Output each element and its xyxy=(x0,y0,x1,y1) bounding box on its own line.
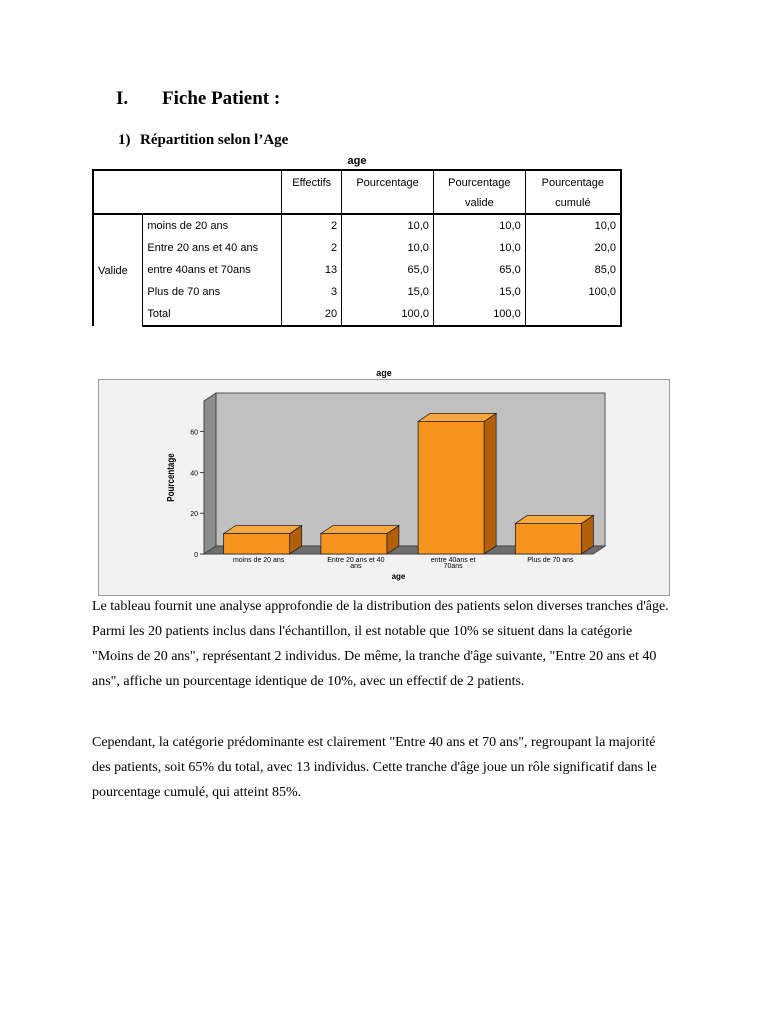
bar xyxy=(515,515,593,554)
bar-top xyxy=(224,526,302,534)
table-row xyxy=(93,259,621,281)
cell-pourcentage: 10,0 xyxy=(342,237,434,259)
chart-title: age xyxy=(376,368,392,378)
header-effectifs: Effectifs xyxy=(282,170,342,214)
table-caption: age xyxy=(347,155,367,167)
cell-effectifs: 2 xyxy=(282,214,342,237)
bar-top xyxy=(418,413,496,421)
bar-side xyxy=(484,413,496,554)
bar-front xyxy=(321,534,387,554)
table-row-total xyxy=(93,303,621,326)
cell-pourcentage: 15,0 xyxy=(342,281,434,303)
cell-effectifs: 20 xyxy=(282,303,342,326)
bar-front xyxy=(224,534,290,554)
row-label: Total xyxy=(143,303,282,326)
header-pourcentage: Pourcentage xyxy=(342,170,434,214)
x-tick-label: 70ans xyxy=(443,563,463,570)
row-label: moins de 20 ans xyxy=(143,214,282,237)
y-tick-label: 20 xyxy=(190,511,198,519)
subsection-title: Répartition selon l’Age xyxy=(140,132,289,148)
row-label: Entre 20 ans et 40 ans xyxy=(143,237,282,259)
header-cumule-line1: Pourcentage xyxy=(541,177,605,189)
cell-valide: 15,0 xyxy=(433,281,525,303)
paragraph: Le tableau fournit une analyse approfondie de la distribution des patients selon diverses tranches d'âge. Parmi les 20 patients inclus dans l'échantillon, il est notable que 10% se situent dans la catégorie "Moins de 20 ans", représentant 2 individus. De même, la tranche d'âge suivante, "Entre 20 ans et 40 ans", affiche un pourcentage identique de 10%, avec un effectif de 2 patients. xyxy=(92,599,669,689)
header-valide-line2: valide xyxy=(464,197,494,209)
cell-pourcentage: 100,0 xyxy=(342,303,434,326)
y-axis-label: Pourcentage xyxy=(165,453,177,502)
subsection-heading xyxy=(118,132,288,149)
table-row xyxy=(93,214,621,237)
header-pourcentage-valide xyxy=(433,170,525,214)
row-label: Plus de 70 ans xyxy=(143,281,282,303)
cell-valide: 10,0 xyxy=(433,237,525,259)
table-row xyxy=(93,281,621,303)
table-row xyxy=(93,237,621,259)
section-title: Fiche Patient : xyxy=(162,88,281,109)
x-tick-label: moins de 20 ans xyxy=(232,557,285,564)
header-empty-cell xyxy=(93,170,282,214)
bar-chart xyxy=(98,379,670,596)
bar-front xyxy=(515,523,581,554)
header-cumule-line2: cumulé xyxy=(555,197,591,209)
table-header-row xyxy=(93,170,621,214)
header-valide-line1: Pourcentage xyxy=(448,177,511,189)
cell-cumule: 10,0 xyxy=(525,214,621,237)
x-tick-label: entre 40ans et xyxy=(430,557,476,564)
bar xyxy=(321,526,399,554)
x-axis-label: age xyxy=(391,572,406,581)
cell-cumule: 20,0 xyxy=(525,237,621,259)
cell-valide: 10,0 xyxy=(433,214,525,237)
cell-pourcentage: 65,0 xyxy=(342,259,434,281)
y-tick-label: 60 xyxy=(190,429,198,437)
subsection-number: 1) xyxy=(118,132,131,148)
cell-pourcentage: 10,0 xyxy=(342,214,434,237)
bar-top xyxy=(515,515,593,523)
cell-cumule: 100,0 xyxy=(525,281,621,303)
frequency-table xyxy=(92,169,622,327)
header-pourcentage-cumule xyxy=(525,170,621,214)
bar-top xyxy=(321,526,399,534)
y-tick-label: 0 xyxy=(194,552,198,559)
cell-valide: 100,0 xyxy=(433,303,525,326)
bar-front xyxy=(418,421,484,554)
bar xyxy=(418,413,496,554)
cell-valide: 65,0 xyxy=(433,259,525,281)
cell-effectifs: 2 xyxy=(282,237,342,259)
row-label: entre 40ans et 70ans xyxy=(143,259,282,281)
x-tick-label: ans xyxy=(350,563,362,570)
cell-effectifs: 13 xyxy=(282,259,342,281)
cell-cumule: 85,0 xyxy=(525,259,621,281)
cell-effectifs: 3 xyxy=(282,281,342,303)
y-tick-label: 40 xyxy=(190,470,198,478)
group-label: Valide xyxy=(93,214,143,326)
paragraph: Cependant, la catégorie prédominante est clairement "Entre 40 ans et 70 ans", regroupant la majorité des patients, soit 65% du total, avec 13 individus. Cette tranche d'âge joue un rôle significatif dans le pourcentage cumulé, qui atteint 85%. xyxy=(92,735,657,800)
section-number: I. xyxy=(116,88,129,109)
bar xyxy=(224,526,302,554)
plot-side-wall xyxy=(204,393,216,554)
x-tick-label: Plus de 70 ans xyxy=(527,557,574,564)
x-tick-label: Entre 20 ans et 40 xyxy=(327,557,385,564)
cell-cumule xyxy=(525,303,621,326)
section-heading xyxy=(116,88,280,110)
